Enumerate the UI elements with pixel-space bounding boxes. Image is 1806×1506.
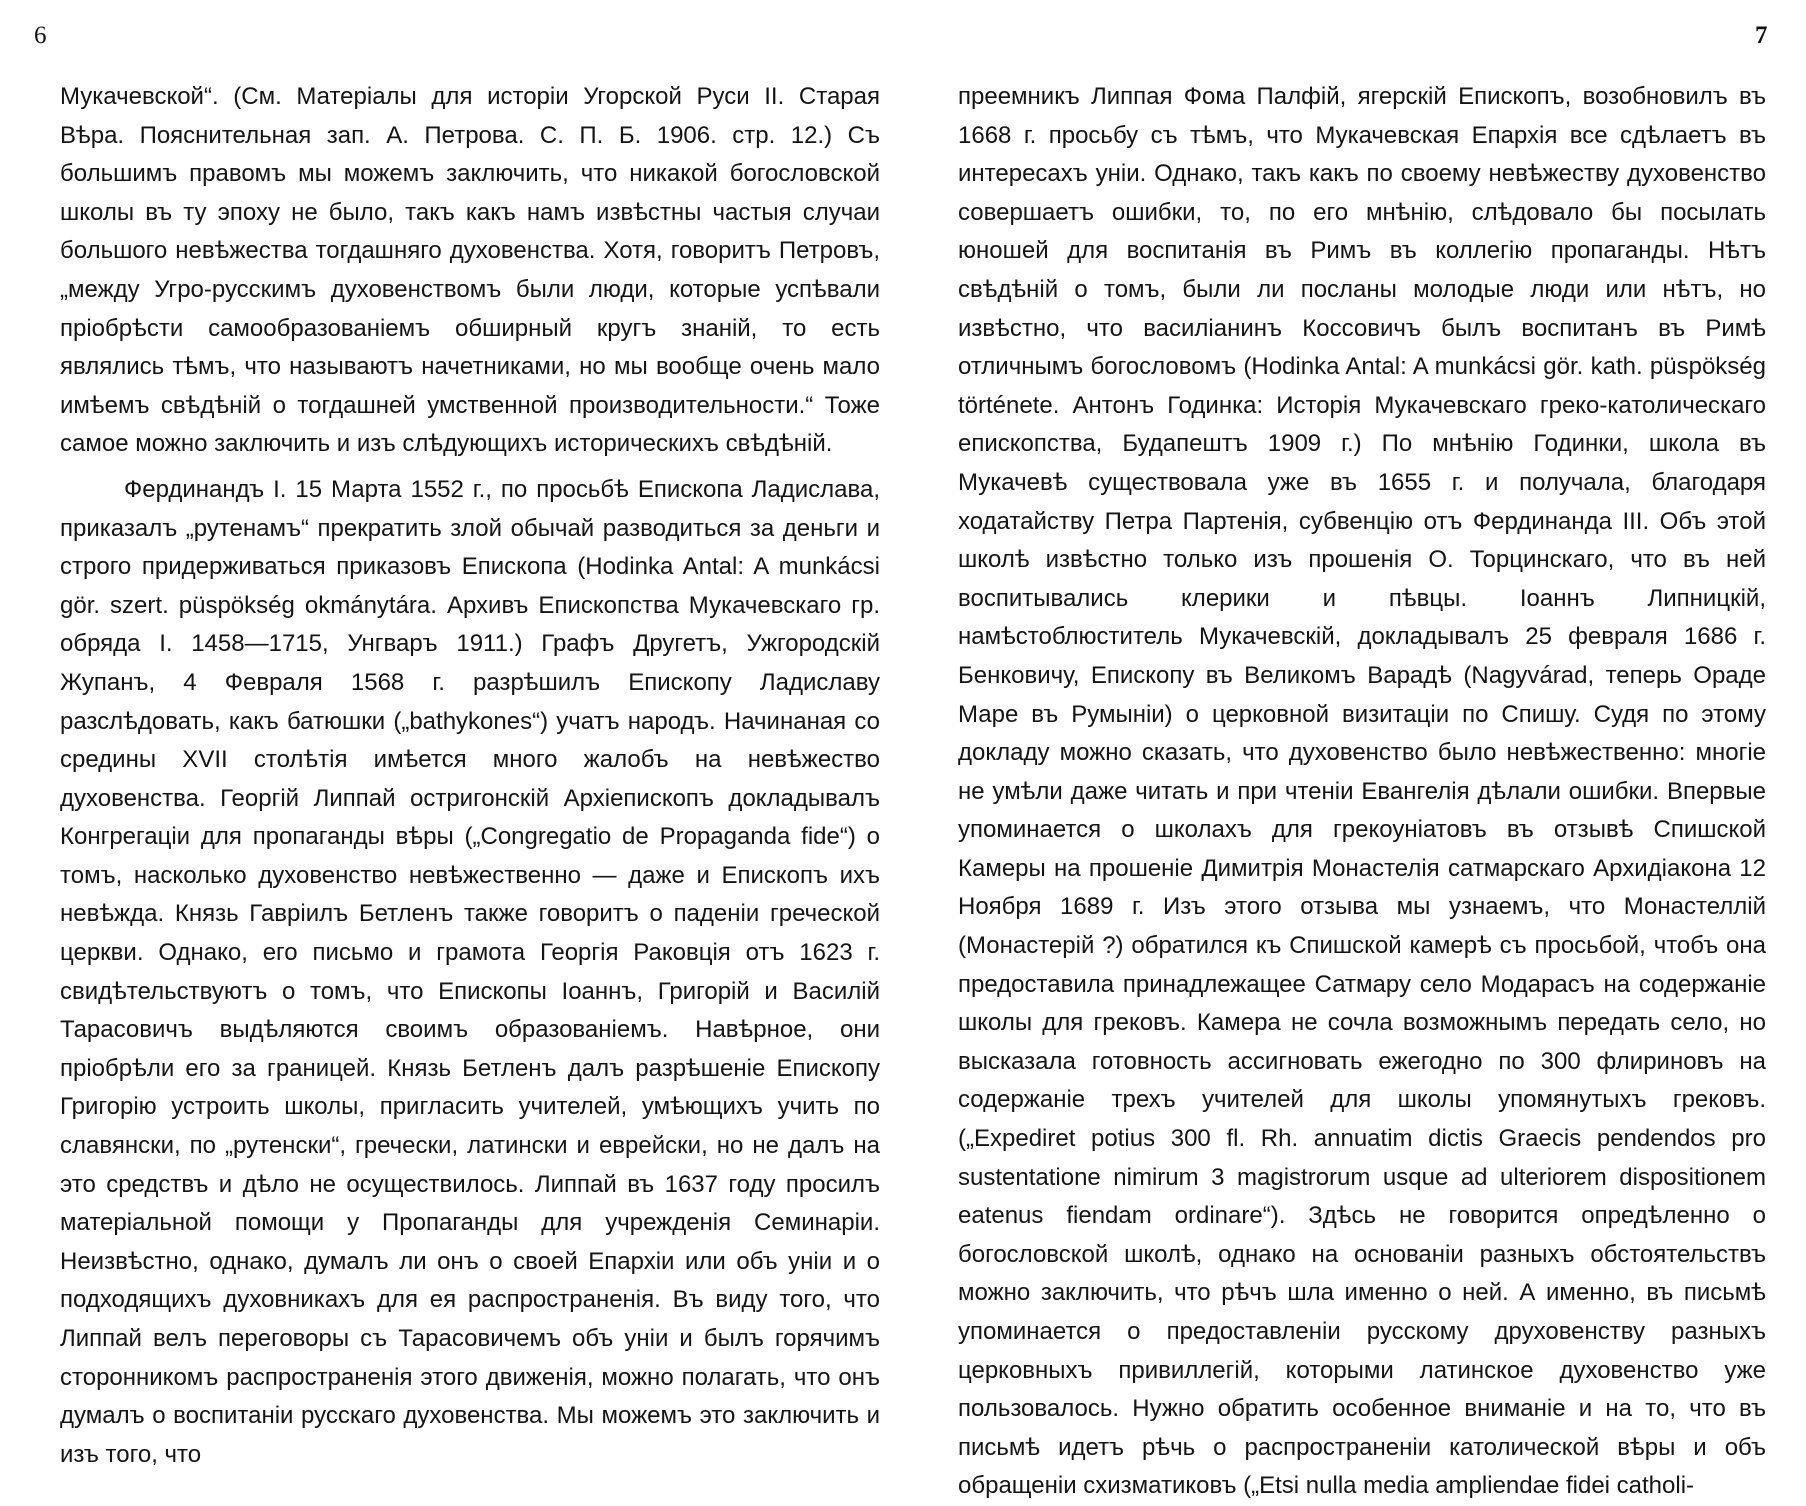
page-number-right: 7 (1755, 22, 1768, 49)
paragraph: Фердинандъ I. 15 Марта 1552 г., по просьбѣ Епископа Ладислава, приказалъ „рутенамъ“ прекратить злой обычай разводиться за деньги и строго придерживаться приказовъ Епископа (Hodinka Antal: A munkácsi gör. szert. püspökség okmánytára. Архивъ Епископства Мукачевскаго гр. обряда I. 1458—1715, Унгваръ 1911.) Графъ Другетъ, Ужгородскій Жупанъ, 4 Февраля 1568 г. разрѣшилъ Епископу Ладиславу разслѣдовать, какъ батюшки („bathykones“) учатъ народъ. Начинаная со средины XVII столѣтія имѣется много жалобъ на невѣжество духовенства. Георгій Липпай остригонскій Архіепископъ докладывалъ Конгрегаціи для пропаганды вѣры („Congregatio de Propaganda fide“) о томъ, насколько духовенство невѣжественно — даже и Епископъ ихъ невѣжда. Князь Гавріилъ Бетленъ также говоритъ о паденіи греческой церкви. Однако, его письмо и грамота Георгія Раковція отъ 1623 г. свидѣтельствуютъ о томъ, что Епископы Іоаннъ, Григорій и Василій Тарасовичъ выдѣляются своимъ образованіемъ. Навѣрное, они пріобрѣли его за границей. Князь Бетленъ далъ разрѣшеніе Епископу Григорію устроить школы, пригласить учителей, умѣющихъ учить по славянски, по „рутенски“, гречески, латински и еврейски, но не далъ на это средствъ и дѣло не осуществилось. Липпай въ 1637 году просилъ матеріальной помощи у Пропаганды для учрежденія Семинаріи. Неизвѣстно, однако, думалъ ли онъ о своей Епархіи или объ уніи и о подходящихъ духовникахъ для ея распространенія. Въ виду того, что Липпай велъ переговоры съ Тарасовичемъ объ уніи и былъ горячимъ сторонникомъ распространенія этого движенія, можно полагать, что онъ думалъ о воспитаніи русскаго духовенства. Мы можемъ это заключить и изъ того, что (60, 475, 880, 1468)
left-page-text (60, 78, 880, 1474)
page-number-left: 6 (34, 22, 47, 49)
paragraph: Мукачевской“. (См. Матеріалы для исторіи Угорской Руси II. Старая Вѣра. Пояснительная зап. А. Петрова. С. П. Б. 1906. стр. 12.) Съ большимъ правомъ мы можемъ заключить, что никакой богословской школы въ ту эпоху не было, такъ какъ намъ извѣстны частыя случаи большого невѣжества тогдашняго духовенства. Хотя, говоритъ Петровъ, „между Угро-русскимъ духовенствомъ были люди, которые успѣвали пріобрѣсти самообразованіемъ обширный кругъ знаній, то есть являлись тѣмъ, что называютъ начетниками, но мы вообще очень мало имѣемъ свѣдѣній о тогдашней умственной производительности.“ Тоже самое можно заключить и изъ слѣдующихъ историческихъ свѣдѣній. (60, 83, 880, 458)
right-page-text (958, 78, 1766, 1506)
paragraph: преемникъ Липпая Фома Палфій, ягерскій Епископъ, возобновилъ въ 1668 г. просьбу съ тѣмъ, что Мукачевская Епархія все сдѣлаетъ въ интересахъ уніи. Однако, такъ какъ по своему невѣжеству духовенство совершаетъ ошибки, то, по его мнѣнію, слѣдовало бы посылать юношей для воспитанія въ Римъ въ коллегію пропаганды. Нѣтъ свѣдѣній о томъ, были ли посланы молодые люди или нѣтъ, но извѣстно, что василіанинъ Коссовичъ былъ воспитанъ въ Римѣ отличнымъ богословомъ (Hodinka Antal: A munkácsi gör. kath. püspökség története. Антонъ Годинка: Исторія Мукачевскаго греко-католическаго епископства, Будапештъ 1909 г.) По мнѣнію Годинки, школа въ Мукачевѣ существовала уже въ 1655 г. и получала, благодаря ходатайству Петра Партенія, субвенцію отъ Фердинанда III. Объ этой школѣ извѣстно только изъ прошенія О. Торцинскаго, что въ ней воспитывались клерики и пѣвцы. Іоаннъ Липницкій, намѣстоблюститель Мукачевскій, докладывалъ 25 февраля 1686 г. Бенковичу, Епископу въ Великомъ Варадѣ (Nagyvárad, теперь Ораде Маре въ Румыніи) о церковной визитаціи по Спишу. Судя по этому докладу можно сказать, что духовенство было невѣжественно: многіе не умѣли даже читать и при чтеніи Евангелія дѣлали ошибки. Впервые упоминается о школахъ для грекоуніатовъ въ отзывѣ Спишской Камеры на прошеніе Димитрія Монастелія сатмарскаго Архидіакона 12 Ноября 1689 г. Изъ этого отзыва мы узнаемъ, что Монастеллій (Монастерій ?) обратился къ Спишской камерѣ съ просьбой, чтобъ она предоставила принадлежащее Сатмару село Модарасъ на содержаніе школы для грековъ. Камера не сочла возможнымъ передать село, но высказала готовность ассигновать ежегодно по 300 флириновъ на содержаніе трехъ учителей для школы упомянутыхъ грековъ. („Expediret potius 300 fl. Rh. annuatim dictis Graecis pendendos pro sustentatione nimirum 3 magistrorum usque ad ulteriorem dispositionem eatenus fiendam ordinare“). Здѣсь не говорится опредѣленно о богословской школѣ, однако на основаніи разныхъ обстоятельствъ можно заключить, что рѣчъ шла именно о ней. А именно, въ письмѣ упоминается о предоставленіи русскому друховенству разныхъ церковныхъ привиллегій, которыми латинское духовенство уже пользовалось. Нужно обратить особенное вниманіе и на то, что въ письмѣ идетъ рѣчь о распространеніи католической вѣры и объ обращеніи схизматиковъ („Etsi nulla media ampliendae fidei catholi- (958, 83, 1766, 1500)
